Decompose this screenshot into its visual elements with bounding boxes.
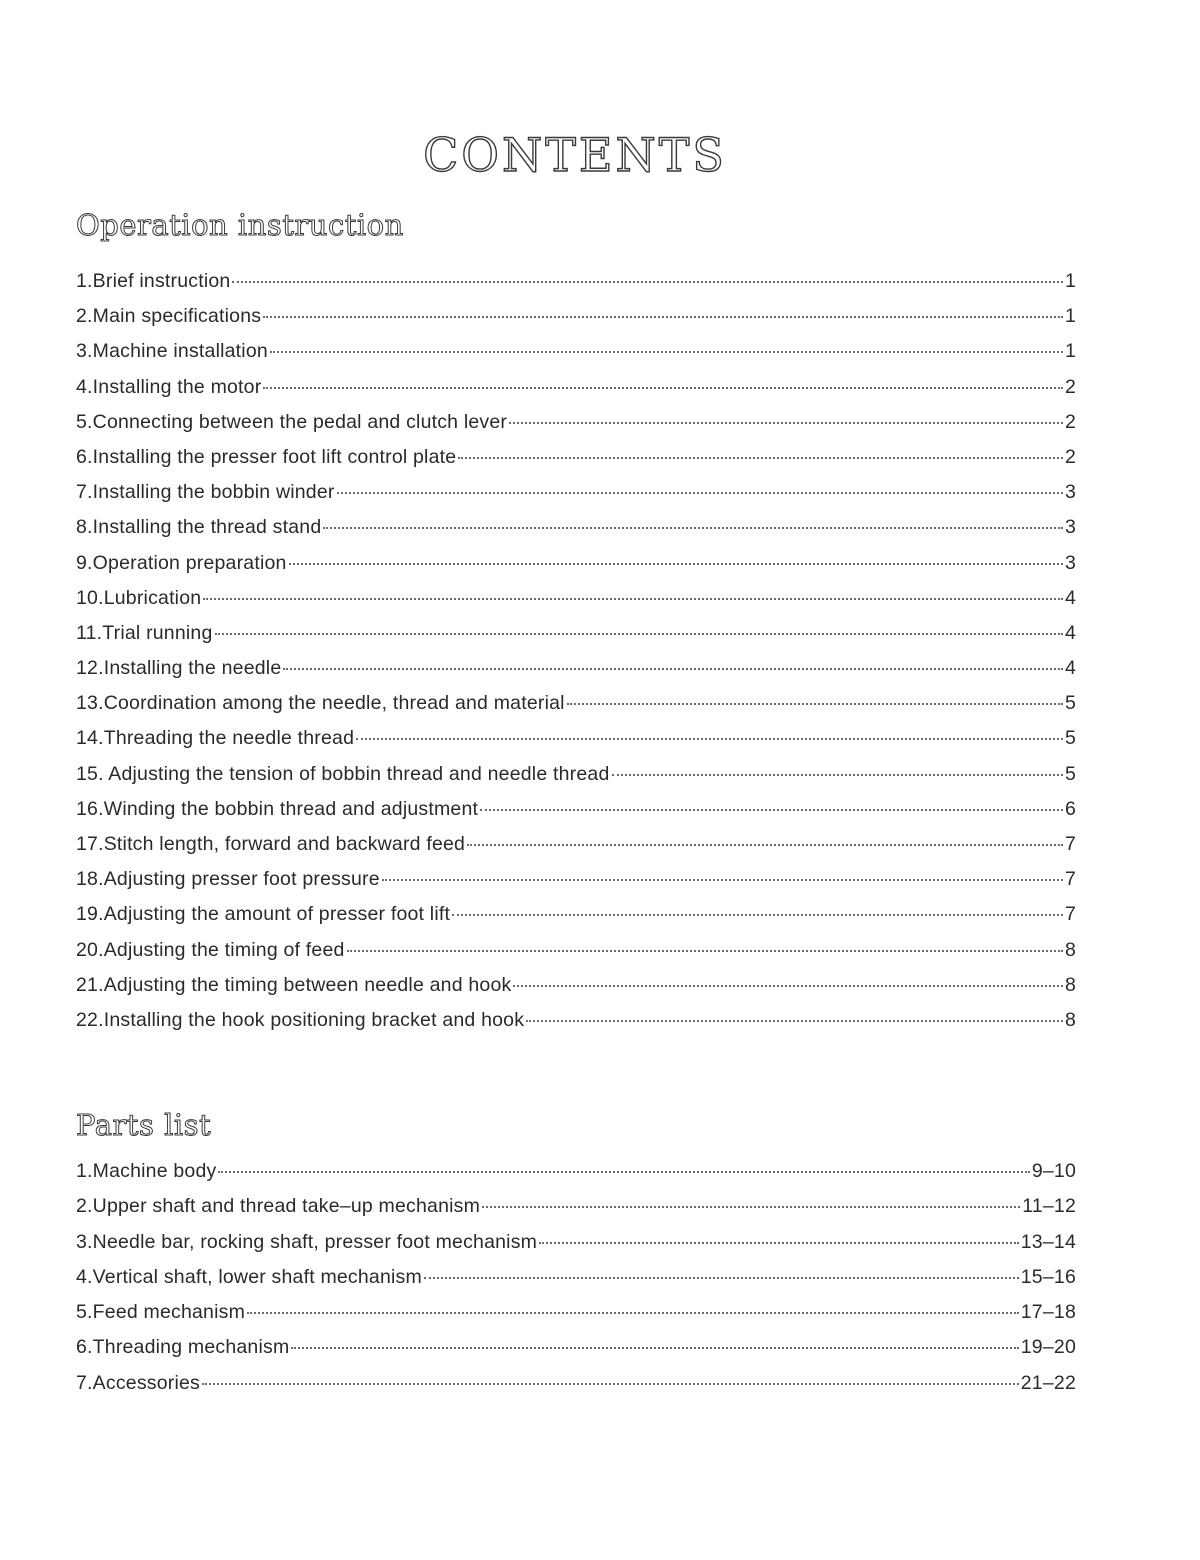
toc-entry-operation xyxy=(76,903,1076,938)
toc-entry-page-number: 5 xyxy=(1064,692,1076,715)
dot-leader xyxy=(263,316,1063,318)
dot-leader xyxy=(203,598,1063,600)
dot-leader xyxy=(482,1206,1020,1208)
toc-entry-parts xyxy=(76,1266,1076,1301)
toc-entry-page-number: 8 xyxy=(1064,973,1076,996)
toc-entry-title: 4.Vertical shaft, lower shaft mechanism xyxy=(76,1265,422,1288)
toc-entry-page-number: 5 xyxy=(1064,762,1076,785)
toc-entry-page-number: 5 xyxy=(1064,727,1076,750)
toc-entry-page-number: 1 xyxy=(1064,340,1076,363)
toc-entry-operation xyxy=(76,587,1076,622)
toc-entry-page-number: 2 xyxy=(1064,410,1076,433)
toc-entry-page-number: 8 xyxy=(1064,1008,1076,1031)
dot-leader xyxy=(467,844,1063,846)
toc-entry-page-number: 13–14 xyxy=(1020,1230,1076,1253)
toc-entry-page-number: 15–16 xyxy=(1020,1265,1076,1288)
toc-parts-list xyxy=(76,1160,1076,1407)
toc-entry-title: 11.Trial running xyxy=(76,621,213,644)
toc-entry-title: 6.Threading mechanism xyxy=(76,1336,290,1359)
toc-entry-page-number: 2 xyxy=(1064,375,1076,398)
toc-entry-parts xyxy=(76,1160,1076,1195)
toc-entry-title: 19.Adjusting the amount of presser foot lift xyxy=(76,903,451,926)
dot-leader xyxy=(539,1242,1019,1244)
toc-entry-operation xyxy=(76,622,1076,657)
toc-entry-page-number: 7 xyxy=(1064,868,1076,891)
toc-entry-page-number: 2 xyxy=(1064,445,1076,468)
toc-entry-parts xyxy=(76,1231,1076,1266)
dot-leader xyxy=(232,281,1063,283)
toc-entry-page-number: 4 xyxy=(1064,621,1076,644)
toc-entry-parts xyxy=(76,1372,1076,1407)
dot-leader xyxy=(263,387,1063,389)
toc-entry-operation xyxy=(76,481,1076,516)
page-title: CONTENTS xyxy=(423,128,727,182)
toc-entry-page-number: 9–10 xyxy=(1031,1160,1076,1182)
toc-entry-operation xyxy=(76,411,1076,446)
dot-leader xyxy=(270,351,1063,353)
dot-leader xyxy=(612,774,1063,776)
section-heading-parts-list: Parts list xyxy=(76,1108,212,1142)
toc-entry-title: 15. Adjusting the tension of bobbin thread and needle thread xyxy=(76,762,610,785)
dot-leader xyxy=(526,1020,1063,1022)
toc-entry-page-number: 11–12 xyxy=(1022,1195,1076,1218)
toc-entry-operation xyxy=(76,939,1076,974)
toc-entry-operation xyxy=(76,516,1076,551)
toc-entry-operation xyxy=(76,763,1076,798)
toc-entry-title: 12.Installing the needle xyxy=(76,657,282,680)
toc-entry-operation xyxy=(76,340,1076,375)
toc-entry-page-number: 1 xyxy=(1064,270,1076,292)
toc-entry-page-number: 7 xyxy=(1064,903,1076,926)
toc-entry-operation xyxy=(76,1009,1076,1044)
toc-entry-title: 16.Winding the bobbin thread and adjustment xyxy=(76,797,479,820)
toc-entry-parts xyxy=(76,1195,1076,1230)
toc-entry-page-number: 1 xyxy=(1064,305,1076,328)
dot-leader xyxy=(247,1312,1019,1314)
toc-entry-page-number: 17–18 xyxy=(1020,1301,1076,1324)
toc-entry-operation xyxy=(76,446,1076,481)
toc-entry-title: 14.Threading the needle thread xyxy=(76,727,355,750)
toc-entry-operation xyxy=(76,552,1076,587)
toc-operation-list xyxy=(76,270,1076,1044)
toc-entry-title: 20.Adjusting the timing of feed xyxy=(76,938,345,961)
toc-entry-title: 3.Needle bar, rocking shaft, presser foot mechanism xyxy=(76,1230,538,1253)
dot-leader xyxy=(424,1277,1019,1279)
toc-entry-operation xyxy=(76,798,1076,833)
section-heading-operation-instruction: Operation instruction xyxy=(76,208,404,242)
toc-entry-title: 10.Lubrication xyxy=(76,586,202,609)
toc-entry-title: 5.Connecting between the pedal and clutch lever xyxy=(76,410,508,433)
toc-entry-title: 9.Operation preparation xyxy=(76,551,287,574)
toc-entry-operation xyxy=(76,305,1076,340)
toc-entry-title: 5.Feed mechanism xyxy=(76,1301,246,1324)
dot-leader xyxy=(218,1171,1029,1173)
toc-entry-title: 2.Main specifications xyxy=(76,305,262,328)
dot-leader xyxy=(337,492,1063,494)
toc-entry-title: 4.Installing the motor xyxy=(76,375,262,398)
toc-entry-operation xyxy=(76,376,1076,411)
toc-entry-operation xyxy=(76,868,1076,903)
toc-entry-operation xyxy=(76,270,1076,305)
toc-entry-page-number: 4 xyxy=(1064,657,1076,680)
toc-entry-title: 22.Installing the hook positioning bracket and hook xyxy=(76,1008,525,1031)
toc-entry-title: 7.Accessories xyxy=(76,1371,200,1394)
dot-leader xyxy=(356,738,1063,740)
toc-entry-title: 18.Adjusting presser foot pressure xyxy=(76,868,380,891)
dot-leader xyxy=(513,985,1062,987)
toc-entry-operation xyxy=(76,974,1076,1009)
dot-leader xyxy=(480,809,1063,811)
toc-entry-title: 17.Stitch length, forward and backward feed xyxy=(76,833,466,855)
toc-entry-title: 1.Machine body xyxy=(76,1160,217,1182)
toc-entry-title: 2.Upper shaft and thread take–up mechanism xyxy=(76,1195,481,1218)
toc-entry-page-number: 8 xyxy=(1064,938,1076,961)
toc-entry-page-number: 3 xyxy=(1064,516,1076,539)
toc-entry-page-number: 7 xyxy=(1064,833,1076,855)
dot-leader xyxy=(452,914,1063,916)
toc-entry-title: 21.Adjusting the timing between needle and hook xyxy=(76,973,512,996)
toc-entry-title: 13.Coordination among the needle, thread and material xyxy=(76,692,565,715)
toc-entry-operation xyxy=(76,657,1076,692)
toc-entry-parts xyxy=(76,1301,1076,1336)
toc-entry-operation xyxy=(76,692,1076,727)
dot-leader xyxy=(291,1347,1018,1349)
dot-leader xyxy=(283,668,1063,670)
toc-entry-page-number: 6 xyxy=(1064,797,1076,820)
toc-entry-operation xyxy=(76,727,1076,762)
toc-entry-page-number: 21–22 xyxy=(1020,1371,1076,1394)
toc-entry-parts xyxy=(76,1336,1076,1371)
dot-leader xyxy=(289,563,1063,565)
dot-leader xyxy=(215,633,1063,635)
toc-entry-page-number: 4 xyxy=(1064,586,1076,609)
toc-entry-page-number: 3 xyxy=(1064,481,1076,504)
dot-leader xyxy=(567,703,1063,705)
toc-entry-title: 7.Installing the bobbin winder xyxy=(76,481,335,504)
toc-entry-operation xyxy=(76,833,1076,868)
dot-leader xyxy=(323,527,1063,529)
toc-entry-title: 8.Installing the thread stand xyxy=(76,516,322,539)
dot-leader xyxy=(458,457,1063,459)
toc-entry-title: 3.Machine installation xyxy=(76,340,268,363)
dot-leader xyxy=(347,950,1063,952)
dot-leader xyxy=(202,1383,1019,1385)
toc-entry-title: 1.Brief instruction xyxy=(76,270,231,292)
toc-entry-page-number: 3 xyxy=(1064,551,1076,574)
toc-entry-page-number: 19–20 xyxy=(1020,1336,1076,1359)
dot-leader xyxy=(382,879,1063,881)
toc-entry-title: 6.Installing the presser foot lift control plate xyxy=(76,445,457,468)
dot-leader xyxy=(509,422,1063,424)
